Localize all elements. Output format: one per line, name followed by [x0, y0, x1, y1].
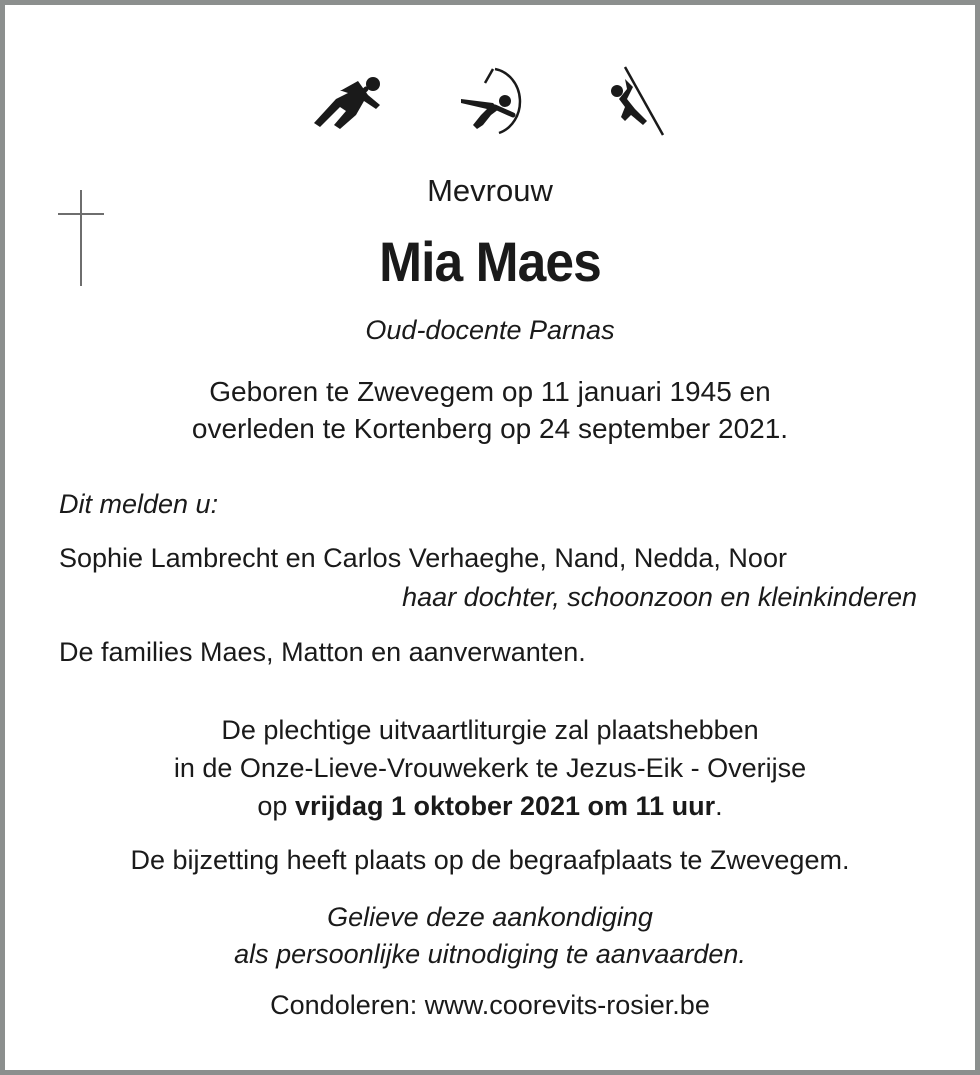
liturgy-line-3 — [5, 787, 975, 825]
family-names: Sophie Lambrecht en Carlos Verhaeghe, Nand, Nedda, Noor — [59, 543, 787, 573]
invitation-note — [5, 899, 975, 973]
invite-line-2: als persoonlijke uitnodiging te aanvaarden. — [234, 939, 746, 969]
rope-climber-icon — [605, 65, 671, 137]
deceased-role: Oud-docente Parnas — [365, 315, 615, 345]
born-line: Geboren te Zwevegem op 11 januari 1945 en — [209, 376, 771, 407]
rhythmic-gymnast-icon — [455, 63, 533, 139]
condolences-link[interactable]: Condoleren: www.coorevits-rosier.be — [270, 990, 710, 1020]
liturgy-suffix: . — [715, 791, 723, 821]
life-dates — [5, 373, 975, 447]
burial-info: De bijzetting heeft plaats op de begraafplaats te Zwevegem. — [130, 845, 850, 875]
family-relation: haar dochter, schoonzoon en kleinkinderen — [402, 582, 917, 612]
runner-icon — [310, 71, 388, 135]
families-line: De families Maes, Matton en aanverwanten. — [59, 637, 586, 667]
liturgy-prefix: op — [257, 791, 288, 821]
honorific: Mevrouw — [427, 173, 553, 208]
notified-by-label: Dit melden u: — [59, 489, 219, 519]
liturgy-date: vrijdag 1 oktober 2021 om 11 uur — [294, 791, 716, 821]
liturgy-info — [5, 711, 975, 825]
died-line: overleden te Kortenberg op 24 september 2021. — [191, 413, 789, 444]
deceased-name: Mia Maes — [379, 230, 601, 293]
liturgy-line-1: De plechtige uitvaartliturgie zal plaatshebben — [221, 715, 759, 745]
liturgy-line-2: in de Onze-Lieve-Vrouwekerk te Jezus-Eik - Overijse — [173, 753, 807, 783]
invite-line-1: Gelieve deze aankondiging — [327, 902, 653, 932]
